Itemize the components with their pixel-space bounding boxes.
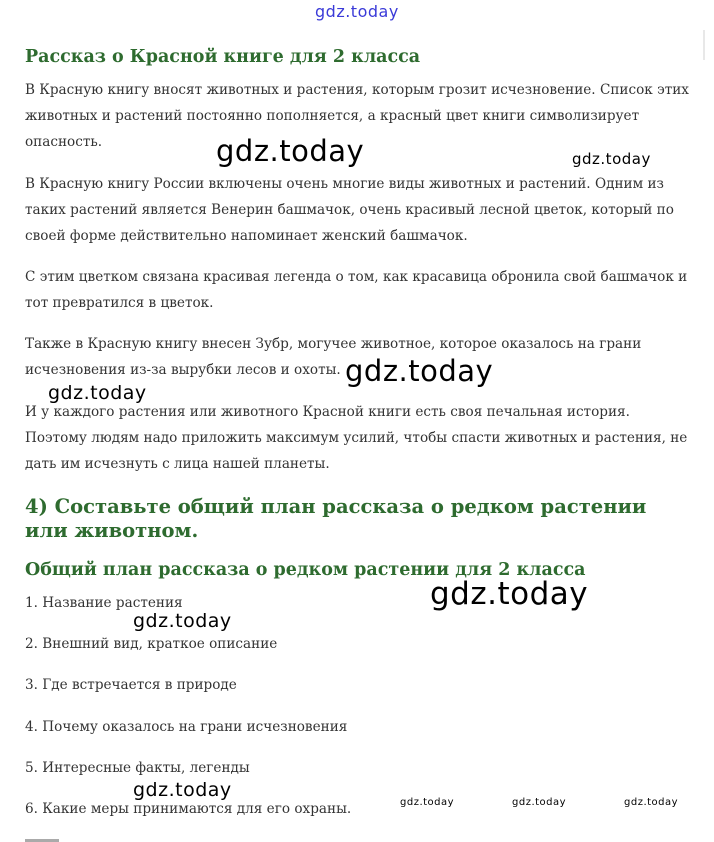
paragraph-conclusion: И у каждого растения или животного Красной книги есть своя печальная история. Поэтому людям надо приложить максимум усилий, чтобы спасти животных и растения, не дать им исчезнуть с лица нашей планеты. (25, 404, 688, 472)
watermark: gdz.today (345, 354, 494, 388)
watermark: gdz.today (133, 610, 232, 632)
side-divider (703, 30, 705, 60)
watermark: gdz.today (133, 779, 232, 801)
watermark: gdz.today (48, 382, 147, 404)
paragraph-bison: Также в Красную книгу внесен Зубр, могучее животное, которое оказалось на грани исчезновения из-за вырубки лесов и охоты. (25, 336, 642, 378)
watermark-top: gdz.today (315, 2, 399, 21)
paragraph-legend: С этим цветком связана красивая легенда о том, как красавица обронила свой башмачок и тот превратился в цветок. (25, 269, 688, 311)
watermark: gdz.today (572, 150, 651, 168)
plan-item: 6. Какие меры принимаются для его охраны. (25, 801, 352, 817)
plan-item: 3. Где встречается в природе (25, 677, 237, 693)
plan-item: 5. Интересные факты, легенды (25, 760, 250, 776)
paragraph-russia-red-book: В Красную книгу России включены очень многие виды животных и растений. Одним из таких растений является Венерин башмачок, очень красивый лесной цветок, который по своей форме действительно напоминает женский башмачок. (25, 176, 674, 244)
plan-item: 2. Внешний вид, краткое описание (25, 636, 278, 652)
watermark: gdz.today (400, 797, 455, 808)
watermark: gdz.today (216, 134, 365, 168)
watermark: gdz.today (512, 797, 567, 808)
plan-item: 4. Почему оказалось на грани исчезновения (25, 719, 348, 735)
watermark: gdz.today (430, 576, 589, 612)
plan-item: 1. Название растения (25, 595, 183, 611)
task-heading: 4) Составьте общий план рассказа о редком растении или животном. (25, 495, 647, 542)
watermark: gdz.today (624, 797, 679, 808)
plan-subheading: Общий план рассказа о редком растении для 2 класса (25, 560, 586, 580)
section-heading-red-book: Рассказ о Красной книге для 2 класса (25, 47, 421, 67)
paragraph-intro: В Красную книгу вносят животных и растения, которым грозит исчезновение. Список этих животных и растений постоянно пополняется, а красный цвет книги символизирует опасность. (25, 82, 689, 150)
cut-off-line (25, 836, 65, 842)
